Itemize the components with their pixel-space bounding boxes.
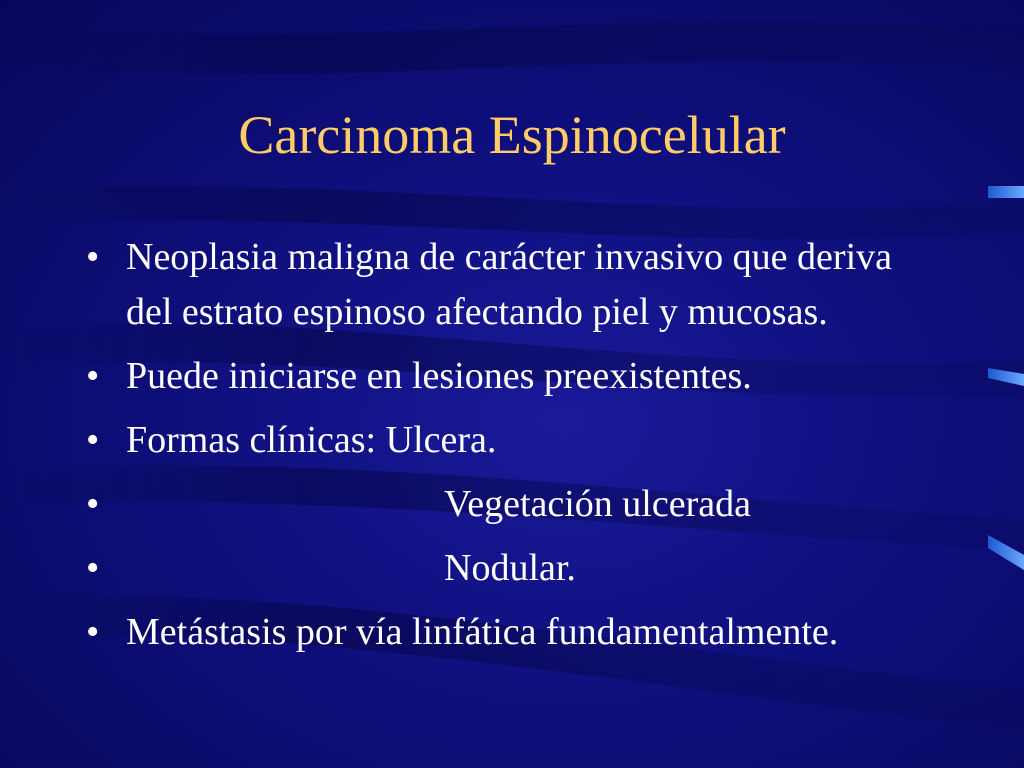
- bullet-item: [86, 349, 946, 404]
- bullet-dot: •: [86, 355, 100, 397]
- bullet-dot: •: [86, 611, 100, 653]
- bullet-text: Puede iniciarse en lesiones preexistentes.: [126, 355, 752, 397]
- bullet-dot: •: [86, 236, 100, 278]
- bullet-text: Vegetación ulcerada: [444, 483, 751, 525]
- bullet-dot: •: [86, 483, 100, 525]
- bullet-item: [86, 477, 946, 532]
- bullet-item: [86, 605, 946, 660]
- bullet-item: [86, 413, 946, 468]
- bullet-text: Formas clínicas: Ulcera.: [126, 419, 497, 461]
- bullet-item: [86, 230, 946, 340]
- slide-title: Carcinoma Espinocelular: [238, 105, 786, 165]
- bullet-text: Nodular.: [444, 547, 576, 589]
- bullet-text: Neoplasia maligna de carácter invasivo que deriva del estrato espinoso afectando piel y mucosas.: [126, 236, 892, 333]
- bullet-text: Metástasis por vía linfática fundamentalmente.: [126, 611, 839, 653]
- bullet-dot: •: [86, 419, 100, 461]
- bullet-dot: •: [86, 547, 100, 589]
- bullet-list: [86, 230, 946, 669]
- accent-tick-1: [988, 186, 1024, 198]
- bullet-item: [86, 541, 946, 596]
